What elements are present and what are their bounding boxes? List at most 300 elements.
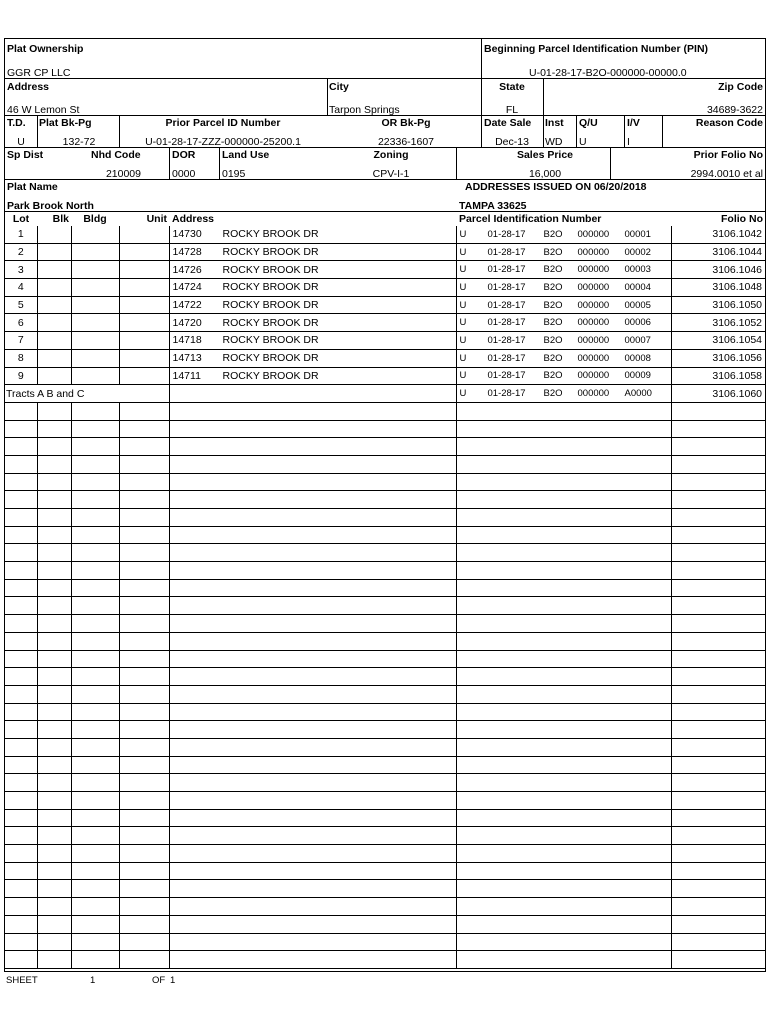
- house-number: 14713: [172, 352, 202, 365]
- pin-cell: [456, 385, 671, 403]
- empty-cell: [119, 827, 169, 845]
- empty-cell: [671, 650, 765, 668]
- table-row: [5, 279, 765, 297]
- empty-cell: [169, 951, 456, 969]
- empty-cell: [71, 615, 119, 633]
- col-pin: Parcel Identification Number: [459, 213, 602, 225]
- unit-cell: [119, 261, 169, 279]
- empty-cell: [119, 562, 169, 580]
- plat-bk-pg-label: Plat Bk-Pg: [39, 117, 92, 129]
- empty-cell: [119, 809, 169, 827]
- house-number: 14711: [172, 369, 201, 382]
- empty-cell: [671, 809, 765, 827]
- empty-cell: [71, 438, 119, 456]
- address-cell: [169, 367, 456, 385]
- pin-twp: 01-28-17: [487, 228, 526, 240]
- house-number: 14730: [172, 228, 202, 241]
- address-label: Address: [7, 81, 50, 93]
- col-unit: Unit: [146, 213, 167, 225]
- unit-cell: [119, 296, 169, 314]
- empty-cell: [71, 951, 119, 969]
- pin-block: 000000: [577, 388, 610, 400]
- plat-ownership-value: GGR CP LLC: [7, 67, 71, 79]
- lot-cell: 7: [5, 332, 37, 350]
- blk-cell: [37, 243, 71, 261]
- pin-sub: B2O: [543, 370, 563, 382]
- pin-twp: 01-28-17: [487, 299, 526, 311]
- unit-cell: [119, 367, 169, 385]
- empty-cell: [671, 845, 765, 863]
- pin-td: U: [459, 388, 467, 400]
- pin-td: U: [459, 299, 467, 311]
- empty-cell: [671, 473, 765, 491]
- empty-cell: [119, 509, 169, 527]
- empty-cell: [119, 491, 169, 509]
- empty-cell: [671, 721, 765, 739]
- empty-cell: [671, 632, 765, 650]
- empty-cell: [671, 579, 765, 597]
- blank-row: [5, 420, 765, 438]
- address-cell: [169, 296, 456, 314]
- pin-lot: 00002: [624, 246, 651, 258]
- empty-cell: [671, 615, 765, 633]
- pin-block: 000000: [577, 228, 610, 240]
- empty-cell: [456, 509, 671, 527]
- addresses-issued-note: ADDRESSES ISSUED ON 06/20/2018: [465, 181, 647, 193]
- lot-cell: 9: [5, 367, 37, 385]
- empty-cell: [71, 933, 119, 951]
- blank-row: [5, 597, 765, 615]
- plat-name-label: Plat Name: [7, 181, 58, 193]
- empty-cell: [456, 615, 671, 633]
- or-bk-pg-value: 22336-1607: [377, 136, 435, 148]
- pin-cell: [456, 314, 671, 332]
- street-name: ROCKY BROOK DR: [222, 299, 319, 312]
- pin-sub: B2O: [543, 228, 563, 240]
- table-row: [5, 367, 765, 385]
- empty-cell: [119, 685, 169, 703]
- parcel-table: [5, 226, 765, 969]
- plat-bk-pg-value: 132-72: [62, 136, 96, 148]
- empty-cell: [671, 792, 765, 810]
- empty-cell: [71, 774, 119, 792]
- qu-value: U: [579, 136, 587, 148]
- blank-row: [5, 615, 765, 633]
- folio-cell: 3106.1042: [671, 226, 765, 243]
- table-row: [5, 243, 765, 261]
- street-name: ROCKY BROOK DR: [222, 246, 319, 259]
- blank-row: [5, 774, 765, 792]
- pin-cell: [456, 349, 671, 367]
- blank-row: [5, 650, 765, 668]
- td-value: U: [17, 136, 25, 148]
- blank-row: [5, 509, 765, 527]
- reason-code-label: Reason Code: [695, 117, 763, 129]
- empty-cell: [119, 668, 169, 686]
- house-number: 14724: [172, 281, 202, 294]
- pin-block: 000000: [577, 264, 610, 276]
- folio-cell: 3106.1048: [671, 279, 765, 297]
- empty-cell: [169, 526, 456, 544]
- blk-cell: [37, 332, 71, 350]
- qu-label: Q/U: [579, 117, 598, 129]
- empty-cell: [169, 650, 456, 668]
- empty-cell: [671, 738, 765, 756]
- table-row: [5, 296, 765, 314]
- address-cell: [169, 332, 456, 350]
- empty-cell: [71, 491, 119, 509]
- pin-lot: A0000: [624, 388, 652, 400]
- lot-cell: 8: [5, 349, 37, 367]
- empty-cell: [37, 438, 71, 456]
- divider: [576, 115, 577, 147]
- empty-cell: [37, 862, 71, 880]
- bldg-cell: [71, 314, 119, 332]
- empty-cell: [71, 668, 119, 686]
- divider: [662, 115, 663, 147]
- house-number: 14726: [172, 263, 202, 276]
- unit-cell: [119, 349, 169, 367]
- empty-cell: [169, 845, 456, 863]
- bldg-cell: [71, 261, 119, 279]
- empty-cell: [37, 792, 71, 810]
- empty-cell: [37, 845, 71, 863]
- table-row: [5, 314, 765, 332]
- empty-cell: [37, 951, 71, 969]
- empty-cell: [5, 703, 37, 721]
- land-use-label: Land Use: [222, 149, 270, 161]
- empty-cell: [71, 915, 119, 933]
- empty-cell: [456, 703, 671, 721]
- pin-block: 000000: [577, 281, 610, 293]
- pin-lot: 00004: [624, 281, 651, 293]
- dor-value: 0000: [172, 168, 196, 180]
- empty-cell: [119, 756, 169, 774]
- empty-cell: [37, 491, 71, 509]
- empty-cell: [37, 721, 71, 739]
- divider: [37, 115, 38, 147]
- blank-row: [5, 862, 765, 880]
- empty-cell: [169, 615, 456, 633]
- empty-cell: [71, 632, 119, 650]
- empty-cell: [37, 597, 71, 615]
- blank-row: [5, 491, 765, 509]
- state-value: FL: [505, 104, 519, 116]
- empty-cell: [119, 579, 169, 597]
- pin-cell: [456, 367, 671, 385]
- empty-cell: [671, 491, 765, 509]
- nhd-code-value: 210009: [105, 168, 141, 180]
- divider: [327, 78, 328, 115]
- empty-cell: [5, 774, 37, 792]
- empty-cell: [37, 668, 71, 686]
- street-name: ROCKY BROOK DR: [222, 316, 319, 329]
- pin-sub: B2O: [543, 281, 563, 293]
- empty-cell: [119, 632, 169, 650]
- pin-cell: [456, 332, 671, 350]
- blank-row: [5, 898, 765, 916]
- empty-cell: [456, 933, 671, 951]
- empty-cell: [71, 862, 119, 880]
- pin-twp: 01-28-17: [487, 246, 526, 258]
- pin-sub: B2O: [543, 388, 563, 400]
- bldg-cell: [71, 296, 119, 314]
- empty-cell: [5, 455, 37, 473]
- empty-cell: [169, 544, 456, 562]
- empty-cell: [119, 526, 169, 544]
- empty-cell: [671, 756, 765, 774]
- empty-cell: [37, 880, 71, 898]
- empty-cell: [671, 703, 765, 721]
- empty-cell: [169, 402, 456, 420]
- pin-cell: [456, 279, 671, 297]
- empty-cell: [71, 455, 119, 473]
- empty-cell: [37, 402, 71, 420]
- unit-cell: [119, 332, 169, 350]
- empty-cell: [5, 898, 37, 916]
- empty-cell: [456, 491, 671, 509]
- empty-cell: [37, 615, 71, 633]
- empty-cell: [71, 685, 119, 703]
- empty-cell: [456, 579, 671, 597]
- empty-cell: [456, 756, 671, 774]
- empty-cell: [5, 792, 37, 810]
- col-bldg: Bldg: [83, 213, 107, 225]
- pin-block: 000000: [577, 352, 610, 364]
- address-cell: [169, 243, 456, 261]
- blk-cell: [37, 296, 71, 314]
- address-cell: [169, 226, 456, 243]
- empty-cell: [456, 473, 671, 491]
- divider: [5, 147, 765, 148]
- folio-cell: 3106.1050: [671, 296, 765, 314]
- empty-cell: [5, 845, 37, 863]
- pin-sub: B2O: [543, 299, 563, 311]
- table-row: [5, 332, 765, 350]
- plat-form: [4, 38, 766, 972]
- empty-cell: [119, 703, 169, 721]
- pin-td: U: [459, 264, 467, 276]
- pin-lot: 00003: [624, 264, 651, 276]
- empty-cell: [5, 862, 37, 880]
- empty-cell: [119, 420, 169, 438]
- empty-cell: [119, 721, 169, 739]
- pin-twp: 01-28-17: [487, 334, 526, 346]
- empty-cell: [456, 915, 671, 933]
- empty-cell: [71, 650, 119, 668]
- address-value: 46 W Lemon St: [7, 104, 80, 116]
- empty-cell: [37, 420, 71, 438]
- address-cell: [169, 349, 456, 367]
- street-name: ROCKY BROOK DR: [222, 352, 319, 365]
- empty-cell: [37, 650, 71, 668]
- house-number: 14718: [172, 334, 202, 347]
- empty-cell: [5, 473, 37, 491]
- divider: [5, 78, 765, 79]
- blank-row: [5, 685, 765, 703]
- folio-cell: 3106.1060: [671, 385, 765, 403]
- empty-cell: [169, 668, 456, 686]
- empty-cell: [71, 809, 119, 827]
- empty-cell: [5, 951, 37, 969]
- empty-cell: [456, 420, 671, 438]
- street-name: ROCKY BROOK DR: [222, 334, 319, 347]
- empty-cell: [37, 809, 71, 827]
- empty-cell: [456, 774, 671, 792]
- empty-cell: [5, 420, 37, 438]
- empty-cell: [119, 738, 169, 756]
- empty-cell: [671, 668, 765, 686]
- zoning-value: CPV-I-1: [372, 168, 410, 180]
- sales-price-label: Sales Price: [516, 149, 574, 161]
- pin-cell: [456, 226, 671, 243]
- empty-cell: [456, 668, 671, 686]
- empty-cell: [5, 668, 37, 686]
- empty-cell: [671, 862, 765, 880]
- empty-cell: [119, 615, 169, 633]
- lot-cell: 3: [5, 261, 37, 279]
- empty-cell: [71, 845, 119, 863]
- empty-cell: [5, 685, 37, 703]
- empty-cell: [71, 402, 119, 420]
- blank-row: [5, 738, 765, 756]
- blank-row: [5, 792, 765, 810]
- unit-cell: [119, 243, 169, 261]
- empty-cell: [5, 721, 37, 739]
- empty-cell: [5, 438, 37, 456]
- empty-cell: [5, 526, 37, 544]
- empty-cell: [169, 792, 456, 810]
- empty-cell: [71, 579, 119, 597]
- empty-cell: [169, 898, 456, 916]
- pin-td: U: [459, 352, 467, 364]
- plat-ownership-label: Plat Ownership: [7, 43, 84, 55]
- divider: [5, 211, 765, 212]
- blank-row: [5, 703, 765, 721]
- empty-cell: [456, 862, 671, 880]
- blank-row: [5, 915, 765, 933]
- table-row: [5, 385, 765, 403]
- empty-cell: [169, 738, 456, 756]
- inst-label: Inst: [545, 117, 564, 129]
- blank-row: [5, 880, 765, 898]
- plat-name-value: Park Brook North: [7, 200, 94, 212]
- blank-row: [5, 845, 765, 863]
- sheet-number: 1: [90, 975, 96, 986]
- empty-cell: [37, 632, 71, 650]
- iv-label: I/V: [627, 117, 640, 129]
- city-label: City: [329, 81, 349, 93]
- empty-cell: [5, 562, 37, 580]
- empty-cell: [119, 597, 169, 615]
- pin-block: 000000: [577, 317, 610, 329]
- divider: [119, 115, 120, 147]
- street-name: ROCKY BROOK DR: [222, 281, 319, 294]
- empty-cell: [37, 827, 71, 845]
- empty-cell: [456, 526, 671, 544]
- empty-cell: [5, 509, 37, 527]
- bldg-cell: [71, 332, 119, 350]
- empty-cell: [119, 951, 169, 969]
- pin-value: U-01-28-17-B2O-000000-00000.0: [529, 67, 687, 79]
- empty-cell: [671, 597, 765, 615]
- tampa-zip-note: TAMPA 33625: [459, 200, 527, 212]
- empty-cell: [37, 544, 71, 562]
- empty-cell: [169, 809, 456, 827]
- pin-sub: B2O: [543, 317, 563, 329]
- empty-cell: [119, 650, 169, 668]
- divider: [169, 147, 170, 179]
- empty-cell: [119, 402, 169, 420]
- empty-cell: [37, 562, 71, 580]
- empty-cell: [169, 509, 456, 527]
- blank-row: [5, 951, 765, 969]
- empty-cell: [671, 420, 765, 438]
- empty-cell: [37, 703, 71, 721]
- empty-cell: [37, 774, 71, 792]
- empty-cell: [671, 827, 765, 845]
- empty-cell: [71, 756, 119, 774]
- street-name: ROCKY BROOK DR: [222, 228, 319, 241]
- blk-cell: [37, 226, 71, 243]
- pin-sub: B2O: [543, 246, 563, 258]
- empty-cell: [71, 544, 119, 562]
- house-number: 14722: [172, 299, 202, 312]
- col-folio: Folio No: [721, 213, 763, 225]
- empty-cell: [671, 509, 765, 527]
- pin-td: U: [459, 317, 467, 329]
- empty-cell: [671, 455, 765, 473]
- empty-cell: [71, 562, 119, 580]
- inst-value: WD: [545, 136, 563, 148]
- lot-cell: 1: [5, 226, 37, 243]
- empty-cell: [671, 685, 765, 703]
- empty-cell: [119, 792, 169, 810]
- table-row: [5, 349, 765, 367]
- empty-cell: [169, 455, 456, 473]
- empty-cell: [37, 509, 71, 527]
- empty-cell: [37, 455, 71, 473]
- pin-sub: B2O: [543, 352, 563, 364]
- empty-cell: [5, 933, 37, 951]
- empty-cell: [169, 703, 456, 721]
- empty-cell: [71, 738, 119, 756]
- empty-cell: [671, 562, 765, 580]
- empty-cell: [5, 738, 37, 756]
- blank-row: [5, 402, 765, 420]
- house-number: 14720: [172, 316, 202, 329]
- street-name: ROCKY BROOK DR: [222, 369, 319, 382]
- table-row: [5, 226, 765, 243]
- empty-cell: [5, 915, 37, 933]
- empty-cell: [37, 915, 71, 933]
- pin-lot: 00006: [624, 317, 651, 329]
- empty-cell: [169, 774, 456, 792]
- city-value: Tarpon Springs: [329, 104, 400, 116]
- pin-twp: 01-28-17: [487, 388, 526, 400]
- empty-cell: [5, 809, 37, 827]
- zoning-label: Zoning: [373, 149, 409, 161]
- prior-folio-label: Prior Folio No: [693, 149, 763, 161]
- empty-cell: [119, 774, 169, 792]
- empty-cell: [456, 438, 671, 456]
- blk-cell: [37, 261, 71, 279]
- empty-cell: [169, 880, 456, 898]
- empty-cell: [5, 491, 37, 509]
- empty-cell: [169, 933, 456, 951]
- pin-twp: 01-28-17: [487, 370, 526, 382]
- pin-td: U: [459, 370, 467, 382]
